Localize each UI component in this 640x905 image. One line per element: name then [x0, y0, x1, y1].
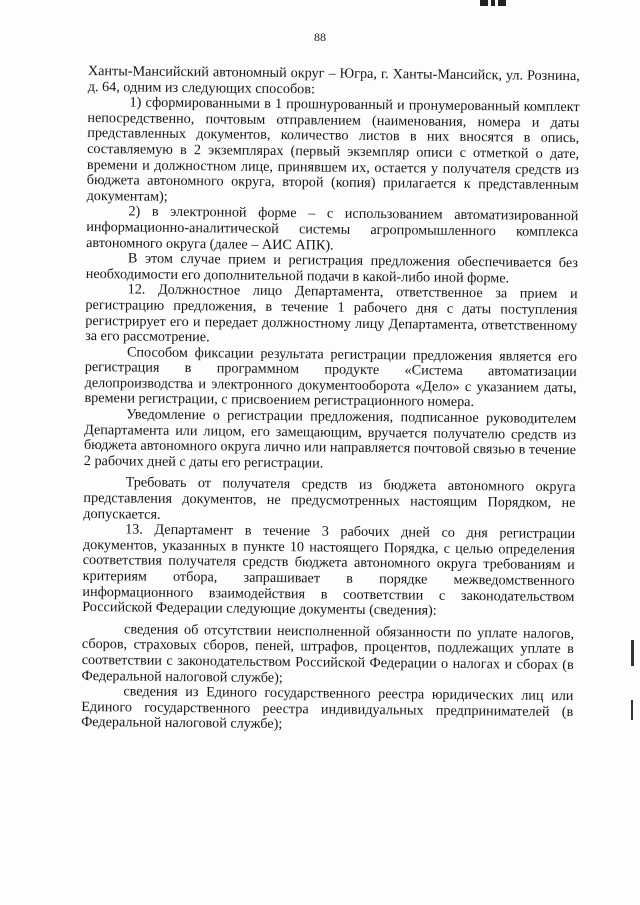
- paragraph-method-1: 1) сформированными в 1 прошнурованный и пронумерованный комплект непосредственно, почтовым отправлением (наименования, номера и даты представленных документов, количество листов в них вносятся в опись, составляемую в 2 экземплярах (первый экземпляр описи с отметкой о дате, времени и должностном лице, принявшем их, остается у получателя средств из бюджета автономного округа, второй (копия) прилагается к представленным документам);: [86, 94, 580, 205]
- corner-scan-mark: [480, 0, 506, 6]
- paragraph-registration-method: Способом фиксации результата регистрации предложения является его регистрация в программном продукте «Система автоматизации делопроизводства и электронного документооборота «Дело» с указанием даты, времени регистрации, с присвоением регистрационного номера.: [84, 344, 578, 411]
- paragraph-electronic-note: В этом случае прием и регистрация предложения обеспечивается без необходимости его дополнительной подачи в какой-либо иной форме.: [85, 250, 579, 287]
- edge-scan-mark: [631, 640, 634, 666]
- edge-scan-mark: [631, 700, 633, 720]
- paragraph-12: 12. Должностное лицо Департамента, ответственное за прием и регистрацию предложения, в течение 1 рабочего дня с даты поступления регистрирует его и передает должностному лицу Департамента, ответственному за его рассмотрение.: [85, 281, 578, 346]
- paragraph-prohibition: Требовать от получателя средств из бюджета автономного округа представления документов, не предусмотренных настоящим Порядком, не допускается.: [83, 474, 576, 523]
- page-number: 88: [314, 30, 326, 44]
- document-body: [81, 64, 580, 736]
- paragraph-notification: Уведомление о регистрации предложения, подписанное руководителем Департамента или лицом, его замещающим, вручается получателю средств из бюджета автономного округа лично или направляется почтовой связью в течение 2 рабочих дней с даты его регистрации.: [83, 406, 577, 472]
- paragraph-method-2: 2) в электронной форме – с использованием автоматизированной информационно-аналитической системы агропромышленного комплекса автономного округа (далее – АИС АПК).: [86, 203, 579, 254]
- paragraph-address: Ханты-Мансийский автономный округ – Югра, г. Ханты-Мансийск, ул. Рознина, д. 64, одним из следующих способов:: [87, 63, 580, 97]
- paragraph-registry-info: сведения из Единого государственного реестра юридических лиц или Единого государственного реестра индивидуальных предпринимателей (в Федеральной налоговой службе);: [81, 683, 574, 733]
- paragraph-13: 13. Департамент в течение 3 рабочих дней со дня регистрации документов, указанных в пункте 10 настоящего Порядка, с целью определения соответствия получателя средств бюджета автономного округа требованиям и критериям отбора, запрашивает в порядке межведомственного информационного взаимодействия в соответствии с законодательством Российской Федерации следующие документы (сведения):: [82, 521, 576, 619]
- paragraph-tax-info: сведения об отсутствии неисполненной обязанности по уплате налогов, сборов, страховых сборов, пеней, штрафов, процентов, подлежащих уплате в соответствии с законодательством Российской Федерации о налогах и сборах (в Федеральной налоговой службе);: [81, 621, 575, 686]
